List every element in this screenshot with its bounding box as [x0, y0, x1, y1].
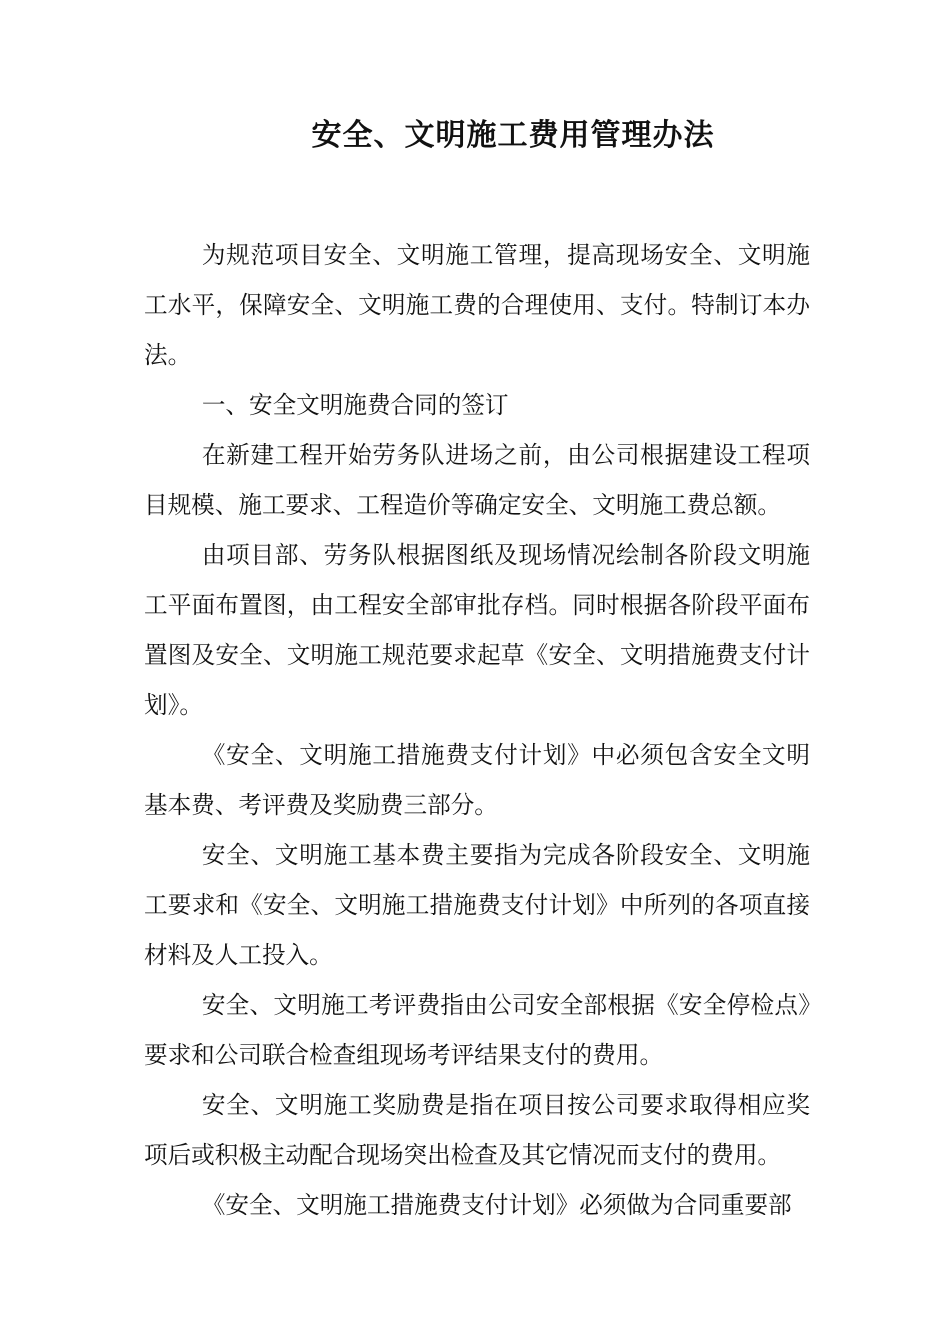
section-heading-1: 一、安全文明施费合同的签订	[201, 391, 509, 419]
paragraph-basic-fee: 安全、文明施工基本费主要指为完成各阶段安全、文明施工要求和《安全、文明施工措施费支付计划》中所列的各项直接材料及人工投入。	[144, 841, 810, 969]
paragraph-intro: 为规范项目安全、文明施工管理，提高现场安全、文明施工水平，保障安全、文明施工费的合理使用、支付。特制订本办法。	[144, 241, 810, 369]
paragraph-plan-contents: 《安全、文明施工措施费支付计划》中必须包含安全文明基本费、考评费及奖励费三部分。	[144, 741, 810, 819]
paragraph-reward-fee: 安全、文明施工奖励费是指在项目按公司要求取得相应奖项后或积极主动配合现场突出检查及其它情况而支付的费用。	[144, 1091, 810, 1169]
paragraph-total-fee: 在新建工程开始劳务队进场之前，由公司根据建设工程项目规模、施工要求、工程造价等确定安全、文明施工费总额。	[144, 441, 810, 519]
paragraph-evaluation-fee: 安全、文明施工考评费指由公司安全部根据《安全停检点》要求和公司联合检查组现场考评结果支付的费用。	[144, 991, 810, 1069]
paragraph-layout-plan: 由项目部、劳务队根据图纸及现场情况绘制各阶段文明施工平面布置图，由工程安全部审批存档。同时根据各阶段平面布置图及安全、文明施工规范要求起草《安全、文明措施费支付计划》。	[144, 541, 810, 719]
document-title: 安全、文明施工费用管理办法	[311, 118, 715, 153]
paragraph-contract-part: 《安全、文明施工措施费支付计划》必须做为合同重要部	[201, 1191, 792, 1219]
document-body	[144, 230, 810, 1230]
